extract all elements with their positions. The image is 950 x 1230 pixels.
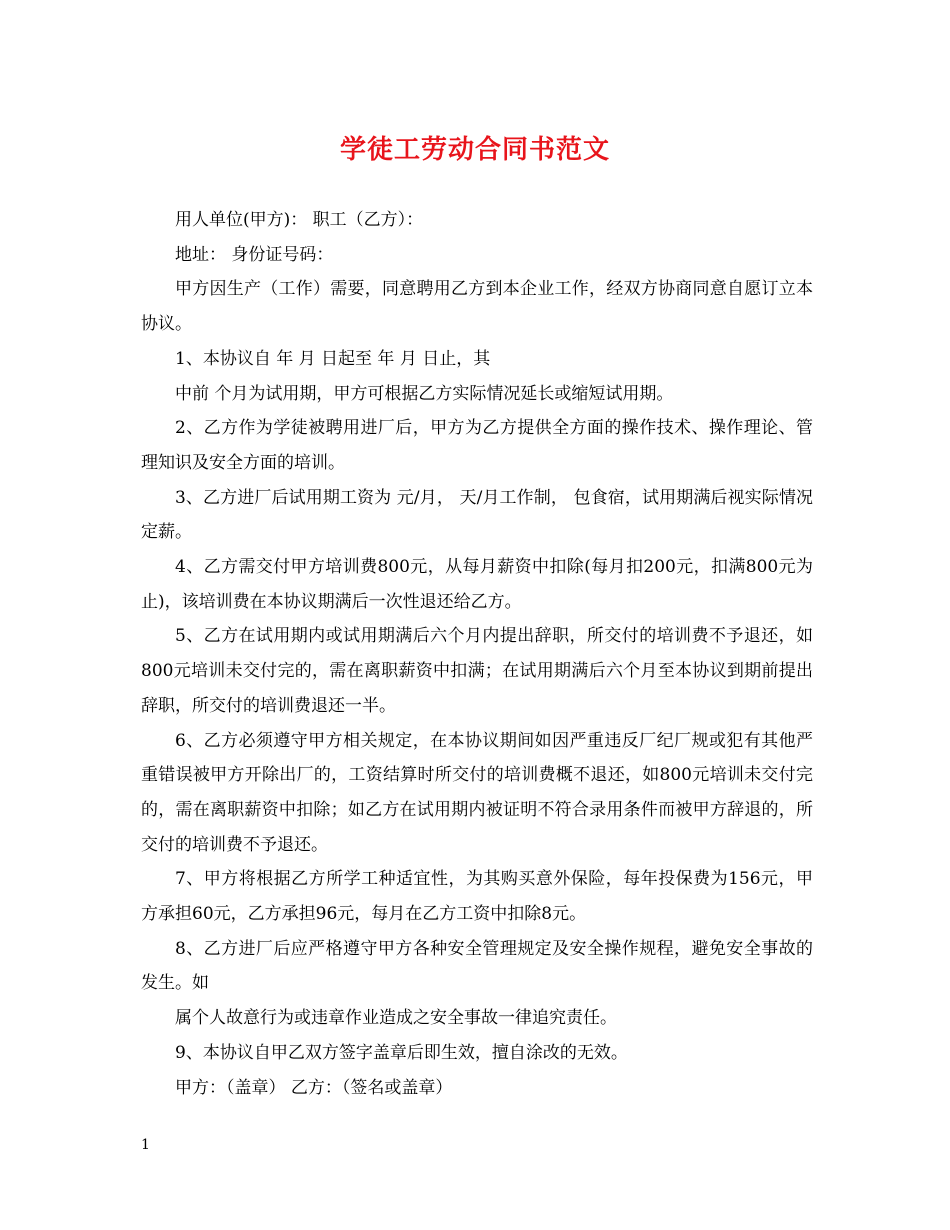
clause-8-continuation: 属个人故意行为或违章作业造成之安全事故一律追究责任。: [175, 1008, 617, 1029]
clause-9: 9、本协议自甲乙双方签字盖章后即生效，擅自涂改的无效。: [175, 1042, 628, 1063]
clause-7: 7、甲方将根据乙方所学工种适宜性，为其购买意外保险，每年投保费为156元，甲方承担60元，乙方承担96元，每月在乙方工资中扣除8元。: [141, 869, 813, 925]
address-id-line: 地址： 身份证号码：: [175, 244, 334, 265]
clause-1-line-1: 1、本协议自 年 月 日起至 年 月 日止，其: [175, 348, 491, 369]
clause-5: 5、乙方在试用期内或试用期满后六个月内提出辞职，所交付的培训费不予退还，如800元培训未交付完的，需在离职薪资中扣满；在试用期满后六个月至本协议到期前提出辞职，所交付的培训费退还一半。: [141, 626, 813, 716]
clause-8: 8、乙方进厂后应严格遵守甲方各种安全管理规定及安全操作规程，避免安全事故的发生。如: [141, 938, 813, 994]
clause-2: 2、乙方作为学徒被聘用进厂后，甲方为乙方提供全方面的操作技术、操作理论、管理知识及安全方面的培训。: [141, 418, 813, 473]
document-title: 学徒工劳动合同书范文: [339, 135, 610, 165]
document-body: [141, 203, 813, 1105]
page-number: 1: [141, 1137, 150, 1153]
clause-6: 6、乙方必须遵守甲方相关规定，在本协议期间如因严重违反厂纪厂规或犯有其他严重错误被甲方开除出厂的，工资结算时所交付的培训费概不退还，如800元培训未交付完的，需在离职薪资中扣除；如乙方在试用期内被证明不符合录用条件而被甲方辞退的，所交付的培训费不予退还。: [141, 730, 813, 855]
clause-3: 3、乙方进厂后试用期工资为 元/月， 天/月工作制， 包食宿，试用期满后视实际情况定薪。: [141, 487, 813, 543]
party-header-line: 用人单位(甲方)： 职工（乙方）：: [175, 210, 424, 230]
clause-4: 4、乙方需交付甲方培训费800元，从每月薪资中扣除(每月扣200元，扣满800元为止)，该培训费在本协议期满后一次性退还给乙方。: [141, 557, 813, 612]
signature-line: 甲方：（盖章） 乙方：（签名或盖章）: [175, 1077, 453, 1098]
clause-1-line-2: 中前 个月为试用期，甲方可根据乙方实际情况延长或缩短试用期。: [175, 383, 674, 404]
preamble-paragraph: 甲方因生产（工作）需要，同意聘用乙方到本企业工作，经双方协商同意自愿订立本协议。: [141, 279, 813, 335]
